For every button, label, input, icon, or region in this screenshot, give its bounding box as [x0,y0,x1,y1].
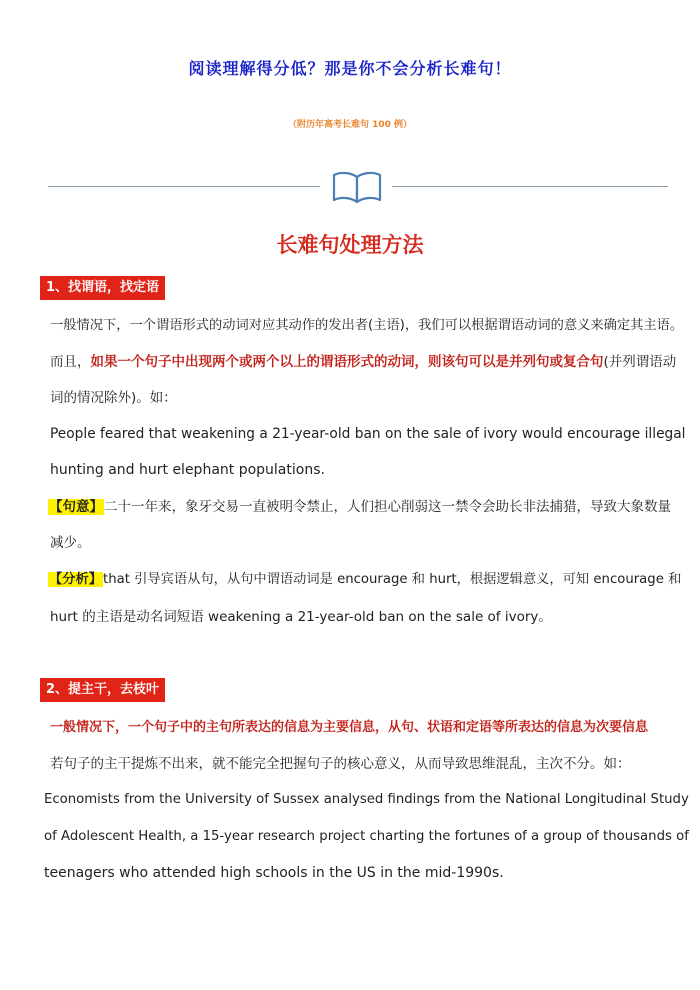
section2-example-line3: teenagers who attended high schools in the US in the mid-1990s. [44,865,504,881]
section1-analysis-line2: hurt 的主语是动名词短语 weakening a 21-year-old ban on the sale of ivory。 [50,609,552,625]
section1-example-line1: People feared that weakening a 21-year-old ban on the sale of ivory would encourage illegal [50,426,686,442]
section1-paragraph-line2 [50,352,676,372]
section1-example-line2: hunting and hurt elephant populations. [50,462,325,478]
page-title: 阅读理解得分低？那是你不会分析长难句！ [188,59,512,78]
divider-line-left [48,186,320,187]
page-subtitle: （附历年高考长难句 100 例） [287,120,413,130]
section1-line2-emphasis: 如果一个句子中出现两个或两个以上的谓语形式的动词，则该句可以是并列句或复合句 [90,354,604,370]
section2-example-line1: Economists from the University of Sussex analysed findings from the National Longitudinal Study [44,792,689,807]
section2-example-line2: of Adolescent Health, a 15-year research project charting the fortunes of a group of thousands of [44,829,689,844]
section-heading: 长难句处理方法 [276,233,424,257]
section1-meaning-line1 [48,497,671,517]
meaning-text: 二十一年来，象牙交易一直被明令禁止，人们担心削弱这一禁令会助长非法捕猎，导致大象数量 [104,499,671,515]
section1-meaning-line2: 减少。 [50,535,91,551]
section1-paragraph-line3: 词的情况除外)。如： [50,390,177,406]
section1-line2-prefix: 而且， [50,354,91,370]
section1-paragraph-line1: 一般情况下，一个谓语形式的动词对应其动作的发出者(主语)，我们可以根据谓语动词的意义来确定其主语。 [50,318,684,333]
analysis-tag: 【分析】 [49,572,103,587]
section1-label: 1、找谓语，找定语 [40,276,165,300]
section1-analysis-line1 [48,570,681,590]
analysis-text: that 引导宾语从句，从句中谓语动词是 encourage 和 hurt，根据逻辑意义，可知 encourage 和 [103,572,682,587]
section2-paragraph-line2: 若句子的主干提炼不出来，就不能完全把握句子的核心意义，从而导致思维混乱，主次不分。如： [50,756,631,772]
meaning-tag: 【句意】 [49,499,103,515]
divider-line-right [392,186,668,187]
section2-label: 2、提主干，去枝叶 [40,678,165,702]
open-book-icon [331,169,383,205]
section2-emphasis-line: 一般情况下，一个句子中的主句所表达的信息为主要信息，从句、状语和定语等所表达的信息为次要信息 [50,720,649,735]
section1-line2-suffix: (并列谓语动 [603,354,677,370]
